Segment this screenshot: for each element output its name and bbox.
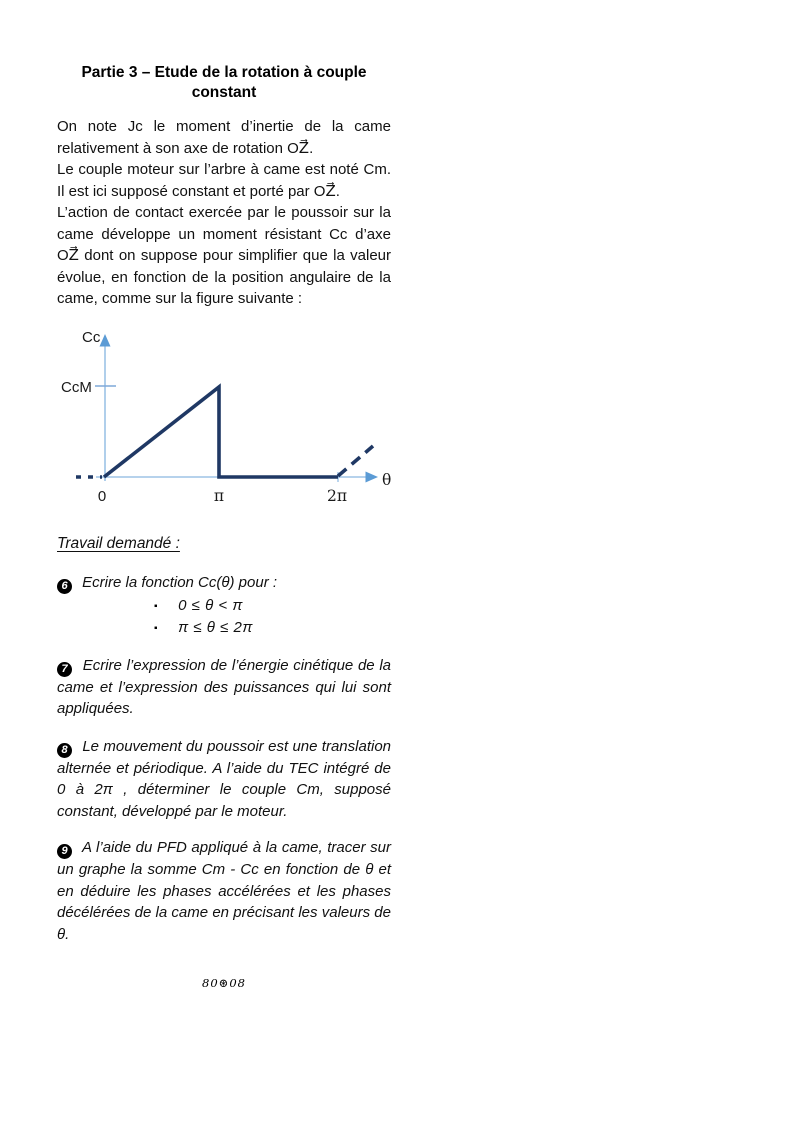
question-8-number-badge: 8 (57, 743, 72, 758)
y-axis-arrow-icon (100, 334, 111, 347)
intro-paragraph-1: On note Jc le moment d’inertie de la came relativement à son axe de rotation OZ⃗. (57, 118, 391, 157)
text-column (57, 63, 391, 310)
curve-dashed-next-period (338, 446, 373, 476)
x-tick-label-0: 0 (97, 488, 107, 505)
chart-canvas (58, 323, 403, 518)
curve-solid-sawtooth (104, 387, 338, 477)
question-8 (57, 736, 391, 823)
intro-text (57, 116, 391, 310)
question-6-bullet-list (57, 595, 391, 640)
list-item (57, 595, 391, 618)
intro-paragraph-2: Le couple moteur sur l’arbre à came est noté Cm. Il est ici supposé constant et porté par OZ⃗. (57, 161, 391, 200)
bullet-square-icon: ▪ (154, 623, 158, 634)
cc-theta-chart (58, 323, 403, 518)
intro-paragraph-3: L’action de contact exercée par le poussoir sur la came développe un moment résistant Cc d’axe OZ⃗ dont on suppose pour simplifier que la valeur évolue, en fonction de la position angulaire de la came, comme sur la figure suivante : (57, 204, 391, 307)
question-9 (57, 837, 391, 945)
x-tick-label-pi: π (213, 487, 225, 505)
question-6 (57, 572, 391, 594)
page-title: Partie 3 – Etude de la rotation à couple constant (81, 64, 367, 101)
y-tick-label-ccm: CcM (61, 379, 92, 396)
question-7-number-badge: 7 (57, 662, 72, 677)
work-heading: Travail demandé : (57, 535, 180, 552)
x-axis-arrow-icon (366, 472, 379, 483)
condition-interval-1: 0 ≤ θ < π (178, 596, 243, 614)
question-7 (57, 655, 391, 720)
section-end-ornament: 80⊛08 (202, 976, 246, 990)
question-6-number-badge: 6 (57, 579, 72, 594)
work-section (57, 533, 391, 995)
condition-interval-2: π ≤ θ ≤ 2π (178, 619, 253, 636)
list-item (57, 617, 391, 640)
question-8-text: Le mouvement du poussoir est une translation alternée et périodique. A l’aide du TEC intégré de 0 à 2π , déterminer le couple Cm, supposé constant, développé par le moteur. (57, 737, 392, 820)
x-axis-label-theta: θ (382, 471, 392, 489)
x-tick-label-2pi: 2π (326, 487, 348, 505)
y-axis-label: Cc (82, 329, 101, 346)
question-7-text: Ecrire l’expression de l’énergie cinétique de la came et l’expression des puissances qui lui sont appliquées. (57, 656, 392, 717)
question-9-text: A l’aide du PFD appliqué à la came, tracer sur un graphe la somme Cm - Cc en fonction de θ et en déduire les phases accélérées et les phases décélérées de la came en précisant les valeurs de θ. (57, 839, 391, 943)
question-6-text: Ecrire la fonction Cc(θ) pour : (82, 573, 278, 591)
question-9-number-badge: 9 (57, 844, 72, 859)
bullet-square-icon: ▪ (154, 600, 158, 612)
